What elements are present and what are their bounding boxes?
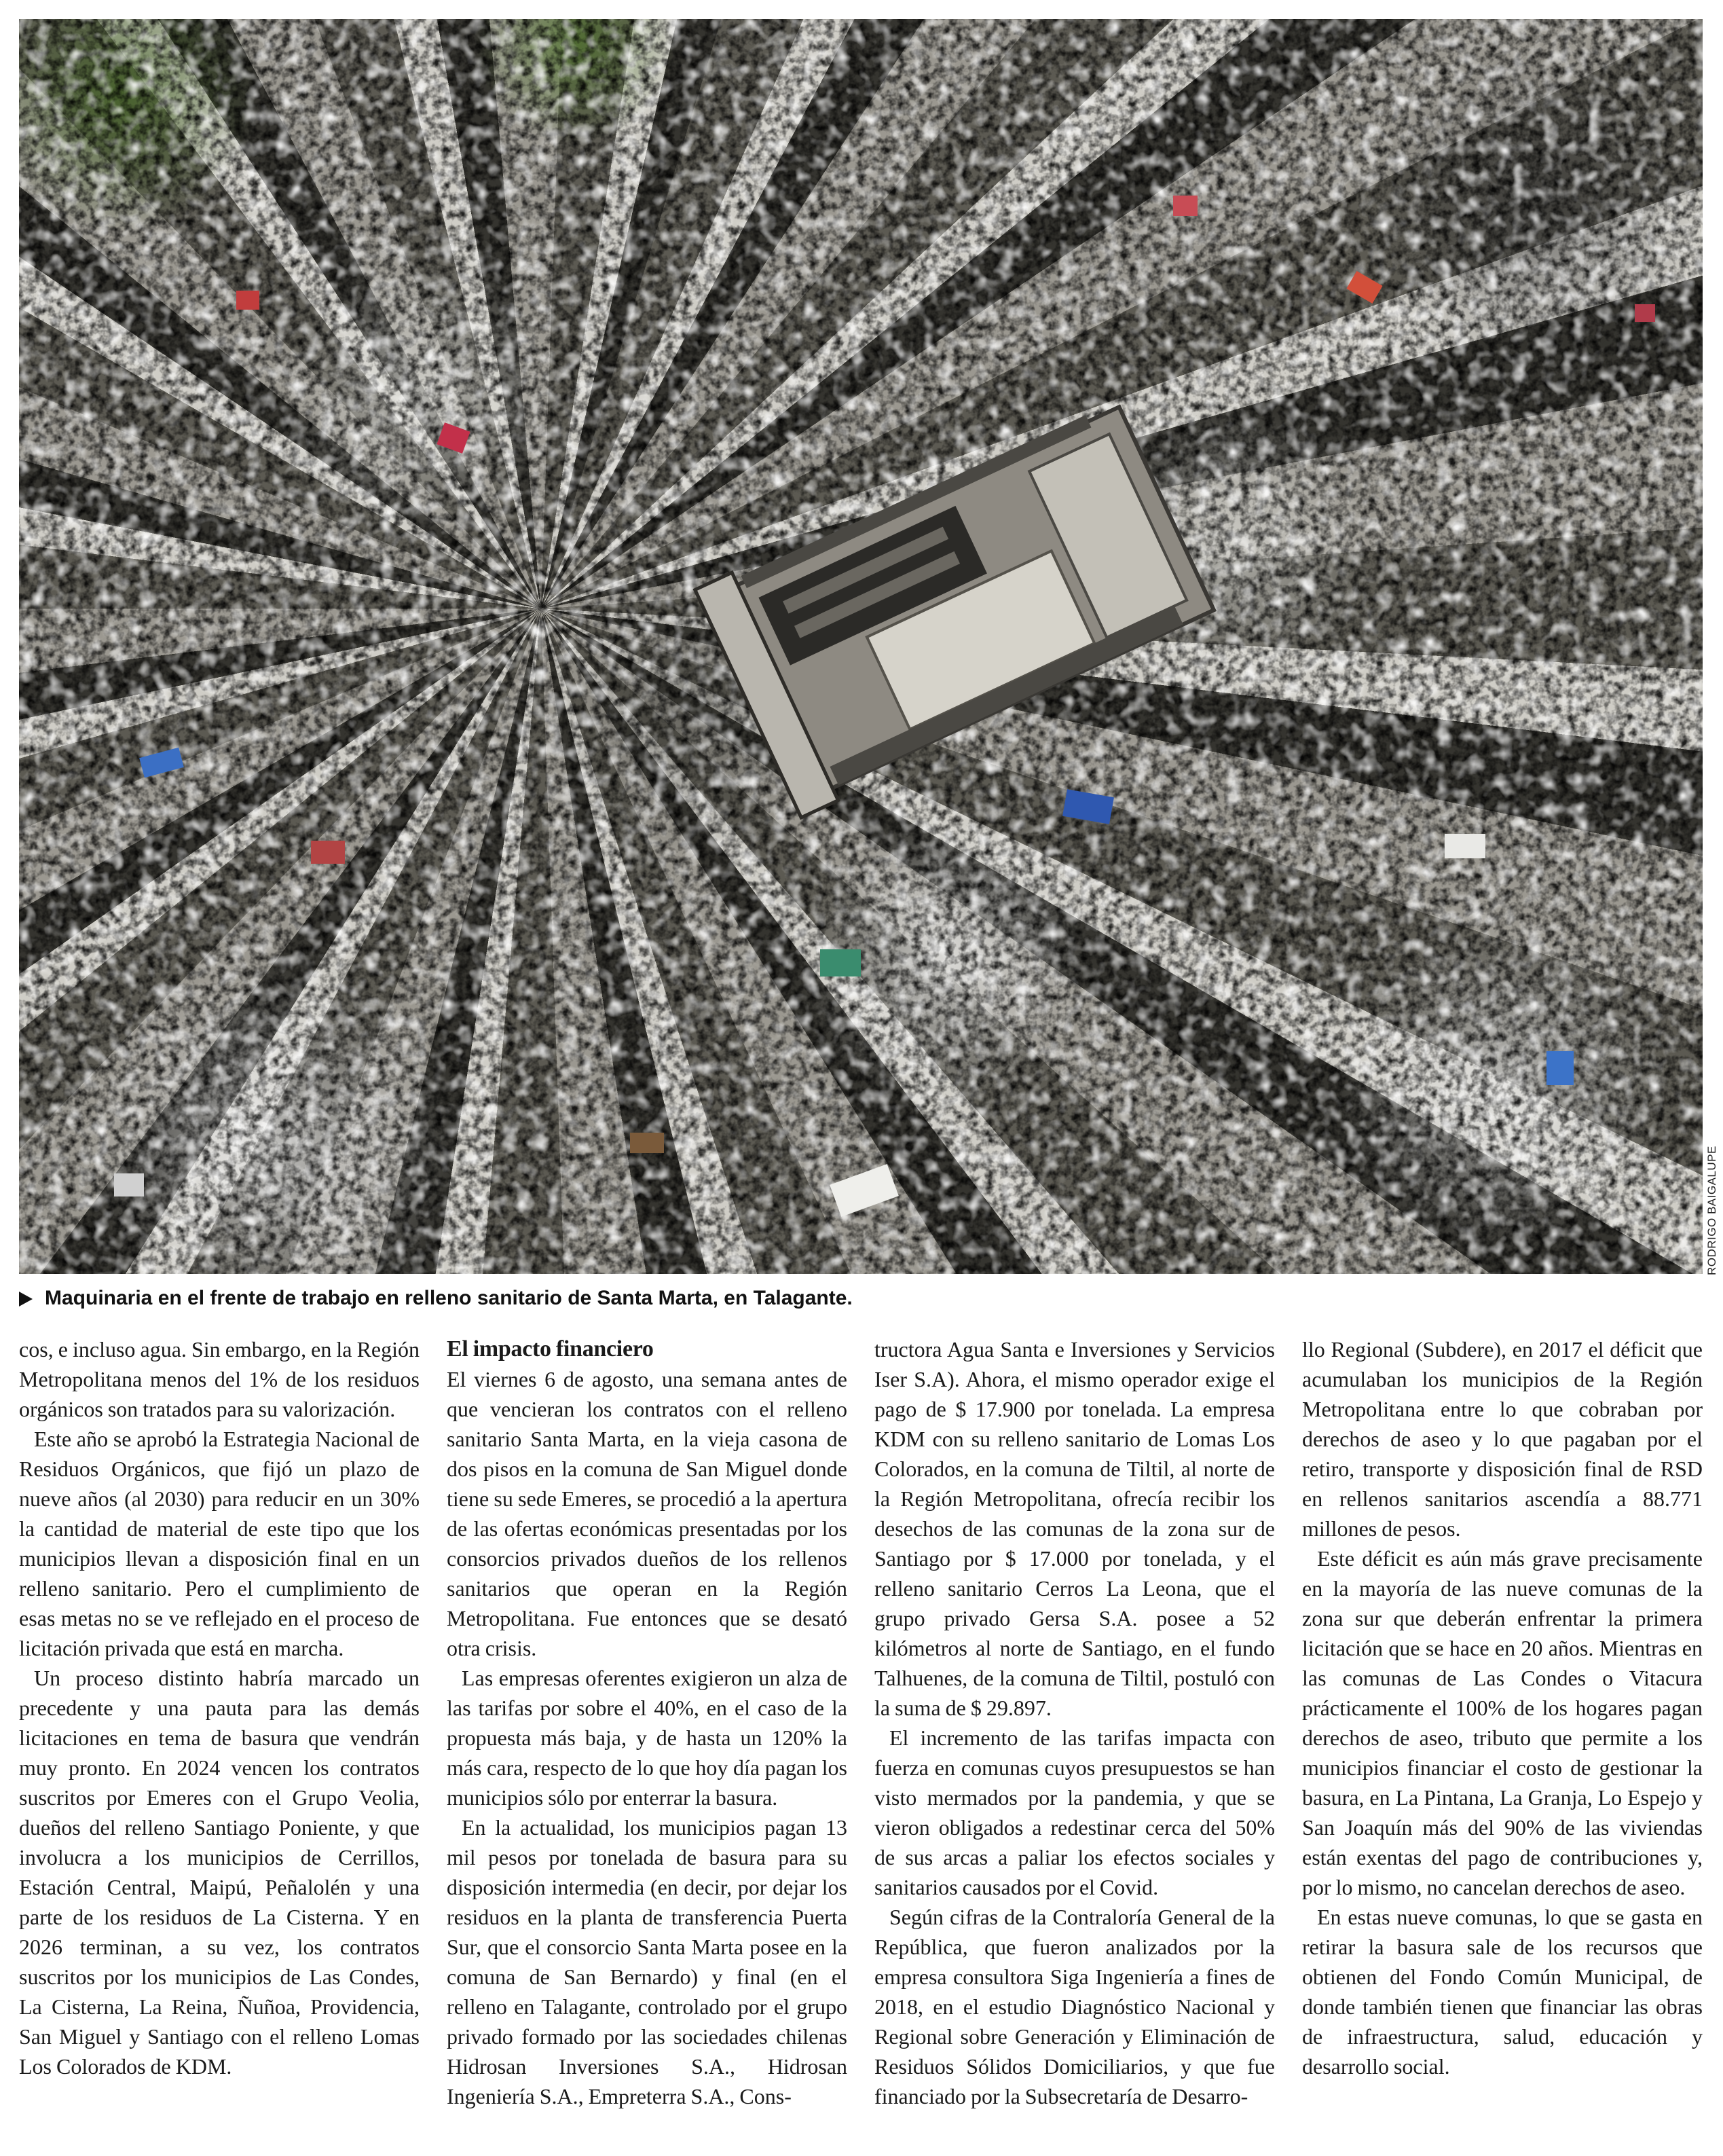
paragraph: llo Regional (Subdere), en 2017 el déficit que acumulaban los municipios de la Región Metropolitana entre lo que cobraban por derechos de aseo y lo que pagaban por el retiro, transporte y disposición final de RSD en rellenos sanitarios ascendía a 88.771 millones de pesos. [1302,1337,1703,1541]
photo-credit: RODRIGO BAIGALUPE [1705,1146,1718,1275]
paragraph: El incremento de las tarifas impacta con fuerza en comunas cuyos presupuestos se han visto mermados por la pandemia, y que se vieron obligados a redestinar cerca del 50% de sus arcas a paliar los efectos sociales y sanitarios causados por el Covid. [874,1725,1275,1899]
photo-caption [19,1282,1689,1315]
caption-arrow-icon [19,1292,33,1307]
paragraph: Este año se aprobó la Estrategia Nacional de Residuos Orgánicos, que fijó un plazo de nueve años (al 2030) para reducir en un 30% la cantidad de material de este tipo que los municipios llevan a disposición final en un relleno sanitario. Pero el cumplimiento de esas metas no se ve reflejado en el proceso de licitación privada que está en marcha. [19,1427,420,1660]
paragraph: El viernes 6 de agosto, una semana antes de que vencieran los contratos con el relleno sanitario Santa Marta, en la vieja casona de dos pisos en la comuna de San Miguel donde tiene su sede Emeres, se procedió a la apertura de las ofertas económicas presentadas por los consorcios privados dueños de los rellenos sanitarios que operan en la Región Metropolitana. Fue entonces que se desató otra crisis. [447,1367,847,1660]
section-heading: El impacto financiero [447,1336,654,1362]
paragraph: cos, e incluso agua. Sin embargo, en la Región Metropolitana menos del 1% de los residuos orgánicos son tratados para su valorización. [19,1337,420,1421]
article-body [19,1334,1703,2136]
paragraph: Las empresas oferentes exigieron un alza de las tarifas por sobre el 40%, en el caso de la propuesta más baja, y de hasta un 120% la más cara, respecto de lo que hoy día pagan los municipios sólo por enterrar la basura. [447,1666,847,1810]
paragraph: tructora Agua Santa e Inversiones y Servicios Iser S.A). Ahora, el mismo operador exige el pago de $ 17.900 por tonelada. La empresa KDM con su relleno sanitario de Lomas Los Colorados, en la comuna de Tiltil, al norte de la Región Metropolitana, ofrecía recibir los desechos de las comunas de la zona sur de Santiago por $ 17.000 por tonelada, y el relleno sanitario Cerros La Leona, que el grupo privado Gersa S.A. posee a 52 kilómetros al norte de Santiago, en el fundo Talhuenes, de la comuna de Tiltil, postuló con la suma de $ 29.897. [874,1337,1275,1720]
paragraph: Según cifras de la Contraloría General de la República, que fueron analizados por la empresa consultora Siga Ingeniería a fines de 2018, en el estudio Diagnóstico Nacional y Regional sobre Generación y Eliminación de Residuos Sólidos Domiciliarios, y que fue financiado por la Subsecretaría de Desarro- [874,1905,1275,2108]
article-column-2 [447,1334,847,2136]
photo-caption-text: Maquinaria en el frente de trabajo en relleno sanitario de Santa Marta, en Talagante. [45,1287,853,1309]
article-column-3 [874,1334,1275,2136]
paragraph: En estas nueve comunas, lo que se gasta en retirar la basura sale de los recursos que obtienen del Fondo Común Municipal, de donde también tienen que financiar las obras de infraestructura, salud, educación y desarrollo social. [1302,1905,1703,2079]
landfill-photo-illustration [19,19,1703,1274]
landfill-photo [19,19,1703,1274]
paragraph: Un proceso distinto habría marcado un precedente y una pauta para las demás licitaciones en tema de basura que vendrán muy pronto. En 2024 vencen los contratos suscritos por Emeres con el Grupo Veolia, dueños del relleno Santiago Poniente, y que involucra a los municipios de Cerrillos, Estación Central, Maipú, Peñalolén y una parte de los residuos de La Cisterna. Y en 2026 terminan, a su vez, los contratos suscritos por los municipios de Las Condes, La Cisterna, La Reina, Ñuñoa, Providencia, San Miguel y Santiago con el relleno Lomas Los Colorados de KDM. [19,1666,420,2079]
article-column-1 [19,1334,420,2136]
paragraph: En la actualidad, los municipios pagan 13 mil pesos por tonelada de basura para su disposición intermedia (en decir, por dejar los residuos en la planta de transferencia Puerta Sur, que el consorcio Santa Marta posee en la comuna de San Bernardo) y final (en el relleno en Talagante, controlado por el grupo privado formado por las sociedades chilenas Hidrosan Inversiones S.A., Hidrosan Ingeniería S.A., Empreterra S.A., Cons- [447,1815,847,2108]
paragraph: Este déficit es aún más grave precisamente en la mayoría de las nueve comunas de la zona sur que deberán enfrentar la primera licitación que se hace en 20 años. Mientras en las comunas de Las Condes o Vitacura prácticamente el 100% de los hogares pagan derechos de aseo, tributo que permite a los municipios financiar el costo de gestionar la basura, en La Pintana, La Granja, Lo Espejo y San Joaquín más del 90% de las viviendas están exentas del pago de contribuciones y, por lo mismo, no cancelan derechos de aseo. [1302,1546,1703,1899]
article-column-4 [1302,1334,1703,2136]
